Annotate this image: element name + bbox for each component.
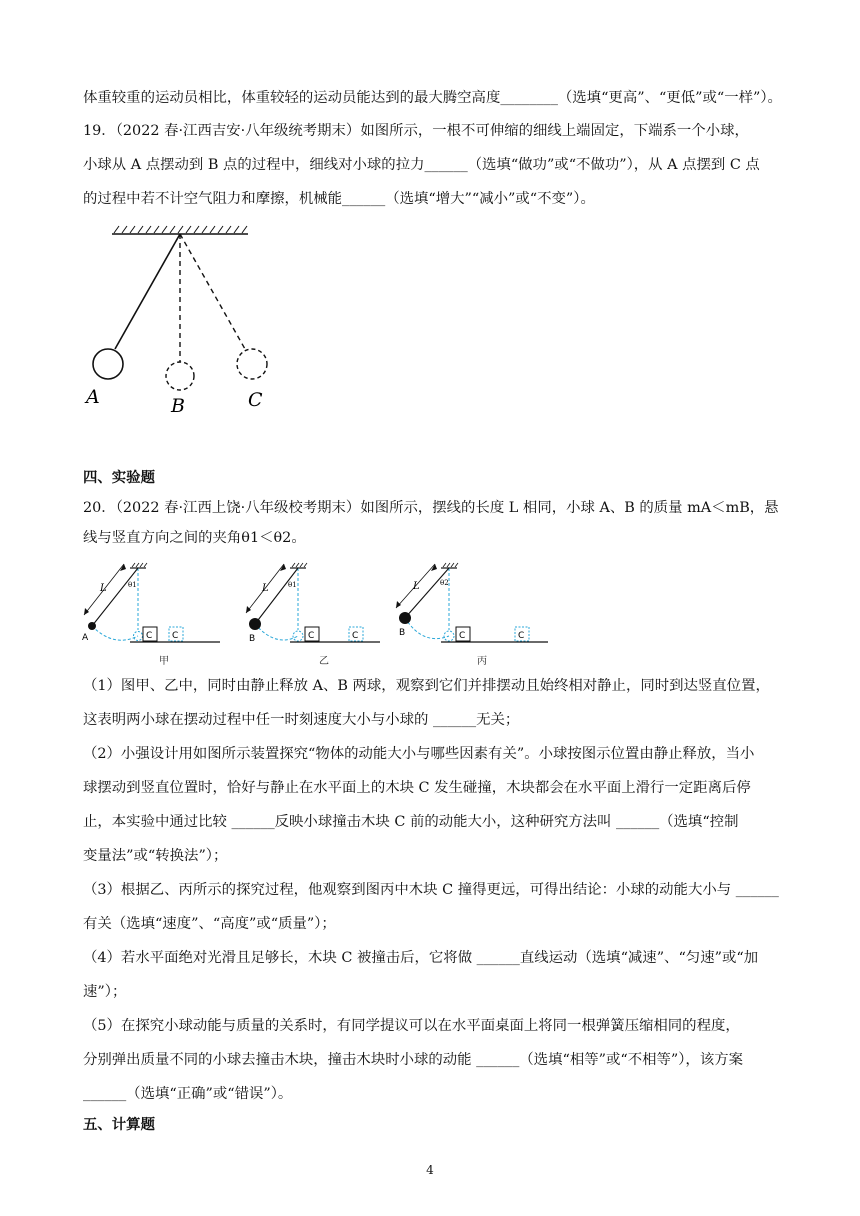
q20-body-line: （3）根据乙、丙所示的探究过程，他观察到图丙中木块 C 撞得更远，可得出结论：小球的动能大小与 ______ <box>83 882 779 898</box>
q20-body-line: 分别弹出质量不同的小球去撞击木块，撞击木块时小球的动能 ______（选填“相等”或“不相等”），该方案 <box>83 1052 743 1068</box>
experiment-panel-yi <box>240 558 390 668</box>
block-label: C <box>172 631 179 641</box>
q20-body-line: 这表明两小球在摆动过程中任一时刻速度大小与小球的 ______无关； <box>83 712 520 728</box>
label-a: A <box>86 386 100 408</box>
panel-caption-bing: 丙 <box>477 656 487 667</box>
q20-body-line: （1）图甲、乙中，同时由静止释放 A、B 两球，观察到它们并排摆动且始终相对静止，同时到达竖直位置， <box>83 678 770 694</box>
section-heading-5: 五、计算题 <box>83 1116 155 1133</box>
q20-body-line: 变量法”或“转换法”）； <box>83 848 228 864</box>
length-label: L <box>413 581 420 592</box>
experiment-panel-bing <box>393 558 553 668</box>
q20-body-line: ______（选填“正确”或“错误”）。 <box>83 1086 293 1102</box>
q20-body-line: 有关（选填“速度”、“高度”或“质量”）； <box>83 916 336 932</box>
block-label: C <box>518 631 525 641</box>
ball-label: B <box>249 634 256 644</box>
block-label: C <box>459 631 466 641</box>
angle-label: θ1 <box>288 581 297 589</box>
panel-caption-jia: 甲 <box>159 656 169 667</box>
q20-body-line: 止，本实验中通过比较 ______反映小球撞击木块 C 前的动能大小，这种研究方法叫 ______（选填“控制 <box>83 814 739 830</box>
experiment-panel-jia <box>80 558 230 668</box>
label-b: B <box>171 395 185 417</box>
block-label: C <box>146 631 153 641</box>
text-line: 体重较重的运动员相比，体重较轻的运动员能达到的最大腾空高度________（选填“更高”、“更低”或“一样”）。 <box>83 90 782 106</box>
angle-label: θ1 <box>128 581 137 589</box>
question-19-line-1: 19．（2022 春·江西吉安·八年级统考期末）如图所示，一根不可伸缩的细线上端固定，下端系一个小球， <box>83 123 749 139</box>
question-20-line-1: 20．（2022 春·江西上饶·八年级校考期末）如图所示，摆线的长度 L 相同，小球 A、B 的质量 mA＜mB，悬 <box>83 500 779 516</box>
block-label: C <box>352 631 359 641</box>
ball-label: A <box>82 633 89 643</box>
question-20-line-2: 线与竖直方向之间的夹角θ1＜θ2。 <box>83 530 306 546</box>
angle-label: θ2 <box>440 579 449 587</box>
page-number: 4 <box>426 1163 434 1177</box>
panel-caption-yi: 乙 <box>319 656 329 667</box>
question-19-line-2: 小球从 A 点摆动到 B 点的过程中，细线对小球的拉力______（选填“做功”或“不做功”），从 A 点摆到 C 点 <box>83 157 760 173</box>
label-c: C <box>248 389 263 411</box>
q20-body-line: （4）若水平面绝对光滑且足够长，木块 C 被撞击后，它将做 ______直线运动（选填“减速”、“匀速”或“加 <box>83 950 759 966</box>
q20-body-line: 速”）； <box>83 984 127 1000</box>
pendulum-figure <box>80 222 280 422</box>
q20-body-line: （5）在探究小球动能与质量的关系时，有同学提议可以在水平面桌面上将同一根弹簧压缩相同的程度， <box>83 1018 740 1034</box>
section-heading-4: 四、实验题 <box>83 469 155 486</box>
q20-body-line: （2）小强设计用如图所示装置探究“物体的动能大小与哪些因素有关”。小球按图示位置由静止释放，当小 <box>83 746 755 762</box>
block-label: C <box>308 631 315 641</box>
q20-body-line: 球摆动到竖直位置时，恰好与静止在水平面上的木块 C 发生碰撞，木块都会在水平面上滑行一定距离后停 <box>83 780 751 796</box>
question-19-line-3: 的过程中若不计空气阻力和摩擦，机械能______（选填“增大”“减小”或“不变”）。 <box>83 191 595 207</box>
length-label: L <box>100 583 107 594</box>
ball-label: B <box>399 628 406 638</box>
length-label: L <box>262 583 269 594</box>
